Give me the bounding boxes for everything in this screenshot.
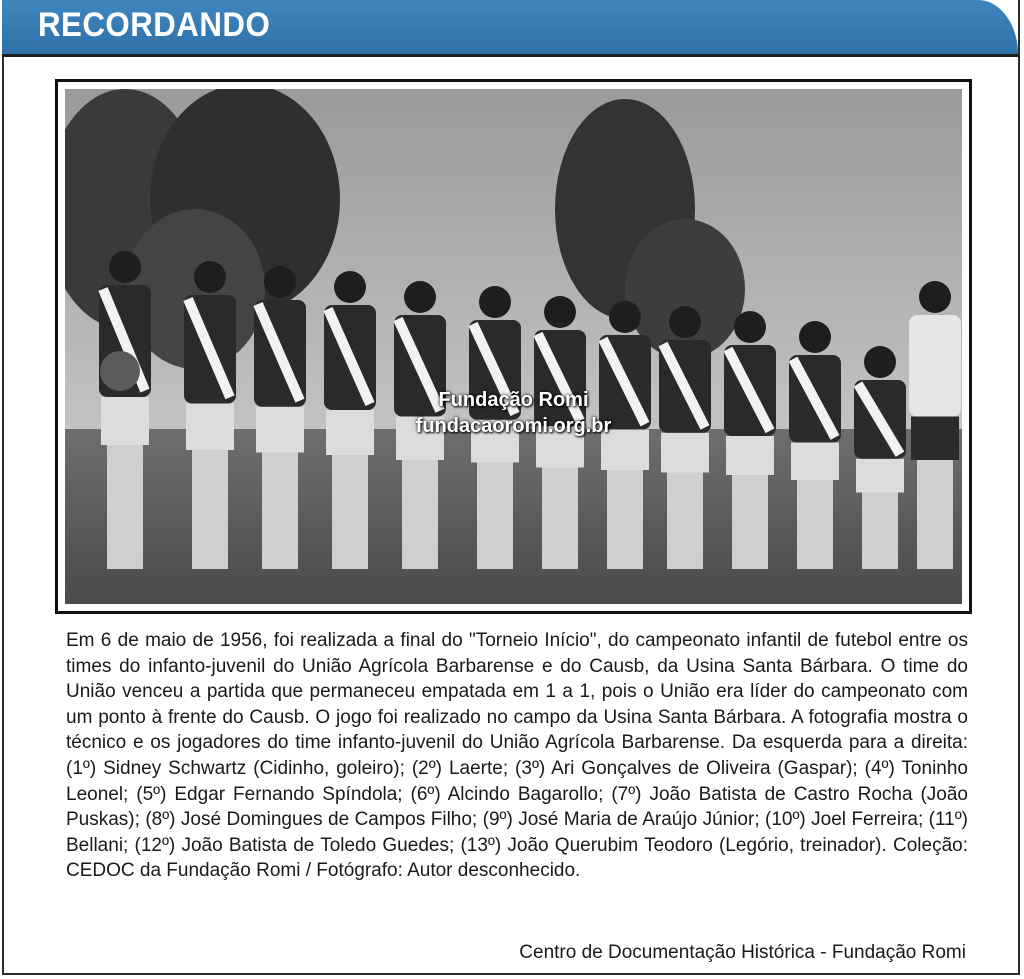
watermark-title: Fundação Romi xyxy=(438,389,589,411)
watermark-url: fundacaoromi.org.br xyxy=(415,415,612,437)
photo-credit: Centro de Documentação Histórica - Fundação Romi xyxy=(519,942,966,963)
section-header xyxy=(0,0,1024,56)
ball-illustration xyxy=(100,351,140,391)
photo-frame xyxy=(55,79,972,614)
section-title: RECORDANDO xyxy=(38,6,271,44)
team-photograph xyxy=(65,89,962,604)
photo-illustration xyxy=(65,89,962,604)
photo-caption: Em 6 de maio de 1956, foi realizada a final do "Torneio Início", do campeonato infantil de futebol entre os times do infanto-juvenil do União Agrícola Barbarense e do Causb, da Usina Santa Bárbara. O time do União venceu a partida que permaneceu empatada em 1 a 1, pois o União era líder do campeonato com um ponto à frente do Causb. O jogo foi realizado no campo da Usina Santa Bárbara. A fotografia mostra o técnico e os jogadores do time infanto-juvenil do União Agrícola Barbarense. Da esquerda para a direita: (1º) Sidney Schwartz (Cidinho, goleiro); (2º) Laerte; (3º) Ari Gonçalves de Oliveira (Gaspar); (4º) Toninho Leonel; (5º) Edgar Fernando Spíndola; (6º) Alcindo Bagarollo; (7º) João Batista de Castro Rocha (João Puskas); (8º) José Domingues de Campos Filho; (9º) José Maria de Araújo Júnior; (10º) Joel Ferreira; (11º) Bellani; (12º) João Batista de Toledo Guedes; (13º) João Querubim Teodoro (Legório, treinador). Coleção: CEDOC da Fundação Romi / Fotógrafo: Autor desconhecido. xyxy=(66,630,968,882)
